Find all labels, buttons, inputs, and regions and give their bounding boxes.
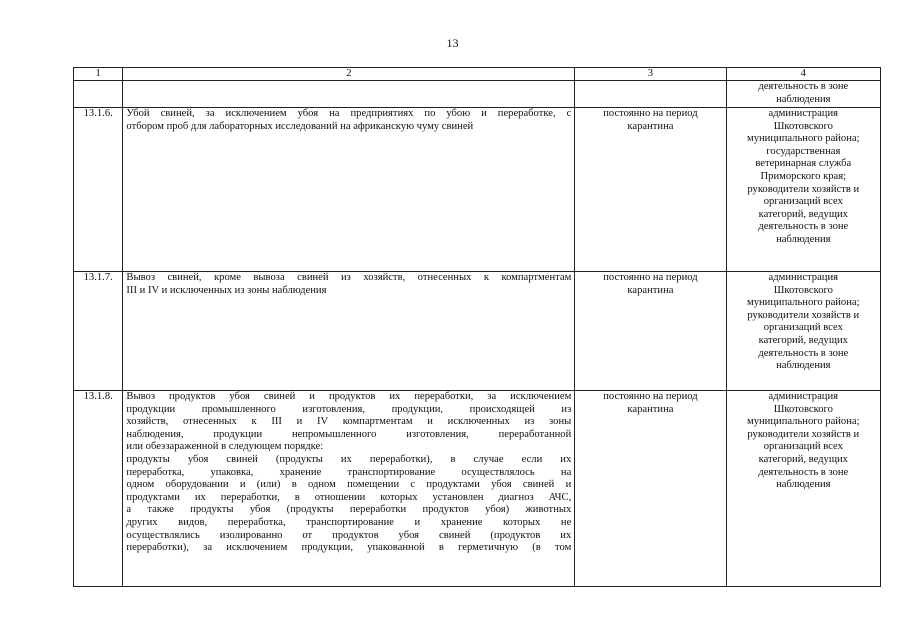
responsible-cell: администрация Шкотовского муниципального района; руководители хозяйств и организаций всех категорий, ведущих деятельность в зоне наблюдения [726, 391, 880, 587]
measure-cell: Вывоз свиней, кроме вывоза свиней из хозяйств, отнесенных к компартментам III и IV и исключенных из зоны наблюдения [123, 272, 575, 391]
page-number: 13 [446, 36, 459, 50]
header-cell-2: 2 [123, 68, 575, 81]
row-number-cell: 13.1.8. [74, 391, 123, 587]
table-header-row [74, 68, 881, 81]
header-cell-4: 4 [726, 68, 880, 81]
row-number-cell: 13.1.7. [74, 272, 123, 391]
measure-cell [123, 81, 575, 108]
header-cell-3: 3 [575, 68, 726, 81]
table-row [74, 108, 881, 272]
measures-table [73, 67, 881, 587]
table-row [74, 272, 881, 391]
term-cell: постоянно на период карантина [575, 391, 726, 587]
row-number-cell [74, 81, 123, 108]
measure-cell: Убой свиней, за исключением убоя на предприятиях по убою и переработке, с отбором проб для лабораторных исследований на африканскую чуму свиней [123, 108, 575, 272]
measure-cell: Вывоз продуктов убоя свиней и продуктов их переработки, за исключением продукции промышленного изготовления, продукции, происходящей из хозяйств, отнесенных к III и IV компартментам и исключенных из зоны наблюдения, продукции непромышленного изготовления, переработанной или обеззараженной в следующем порядке: продукты убоя свиней (продукты их переработки), в случае если их переработка, упаковка, хранение транспортирование осуществлялось на одном оборудовании и (или) в одном помещении с продуктами убоя свиней и продуктами их переработки, в отношении которых установлен диагноз АЧС, а также продукты убоя (продукты переработки продуктов убоя) животных других видов, переработка, транспортирование и хранение которых не осуществлялись изолированно от продуктов убоя свиней (продуктов их переработки), за исключением продукции, упакованной в герметичную (в том [123, 391, 575, 587]
header-cell-1: 1 [74, 68, 123, 81]
responsible-cell: администрация Шкотовского муниципального района; государственная ветеринарная служба Приморского края; руководители хозяйств и организаций всех категорий, ведущих деятельность в зоне наблюдения [726, 108, 880, 272]
responsible-cell: деятельность в зоне наблюдения [726, 81, 880, 108]
table-row [74, 391, 881, 587]
term-cell [575, 81, 726, 108]
row-number-cell: 13.1.6. [74, 108, 123, 272]
term-cell: постоянно на период карантина [575, 108, 726, 272]
table-row [74, 81, 881, 108]
responsible-cell: администрация Шкотовского муниципального района; руководители хозяйств и организаций всех категорий, ведущих деятельность в зоне наблюдения [726, 272, 880, 391]
term-cell: постоянно на период карантина [575, 272, 726, 391]
